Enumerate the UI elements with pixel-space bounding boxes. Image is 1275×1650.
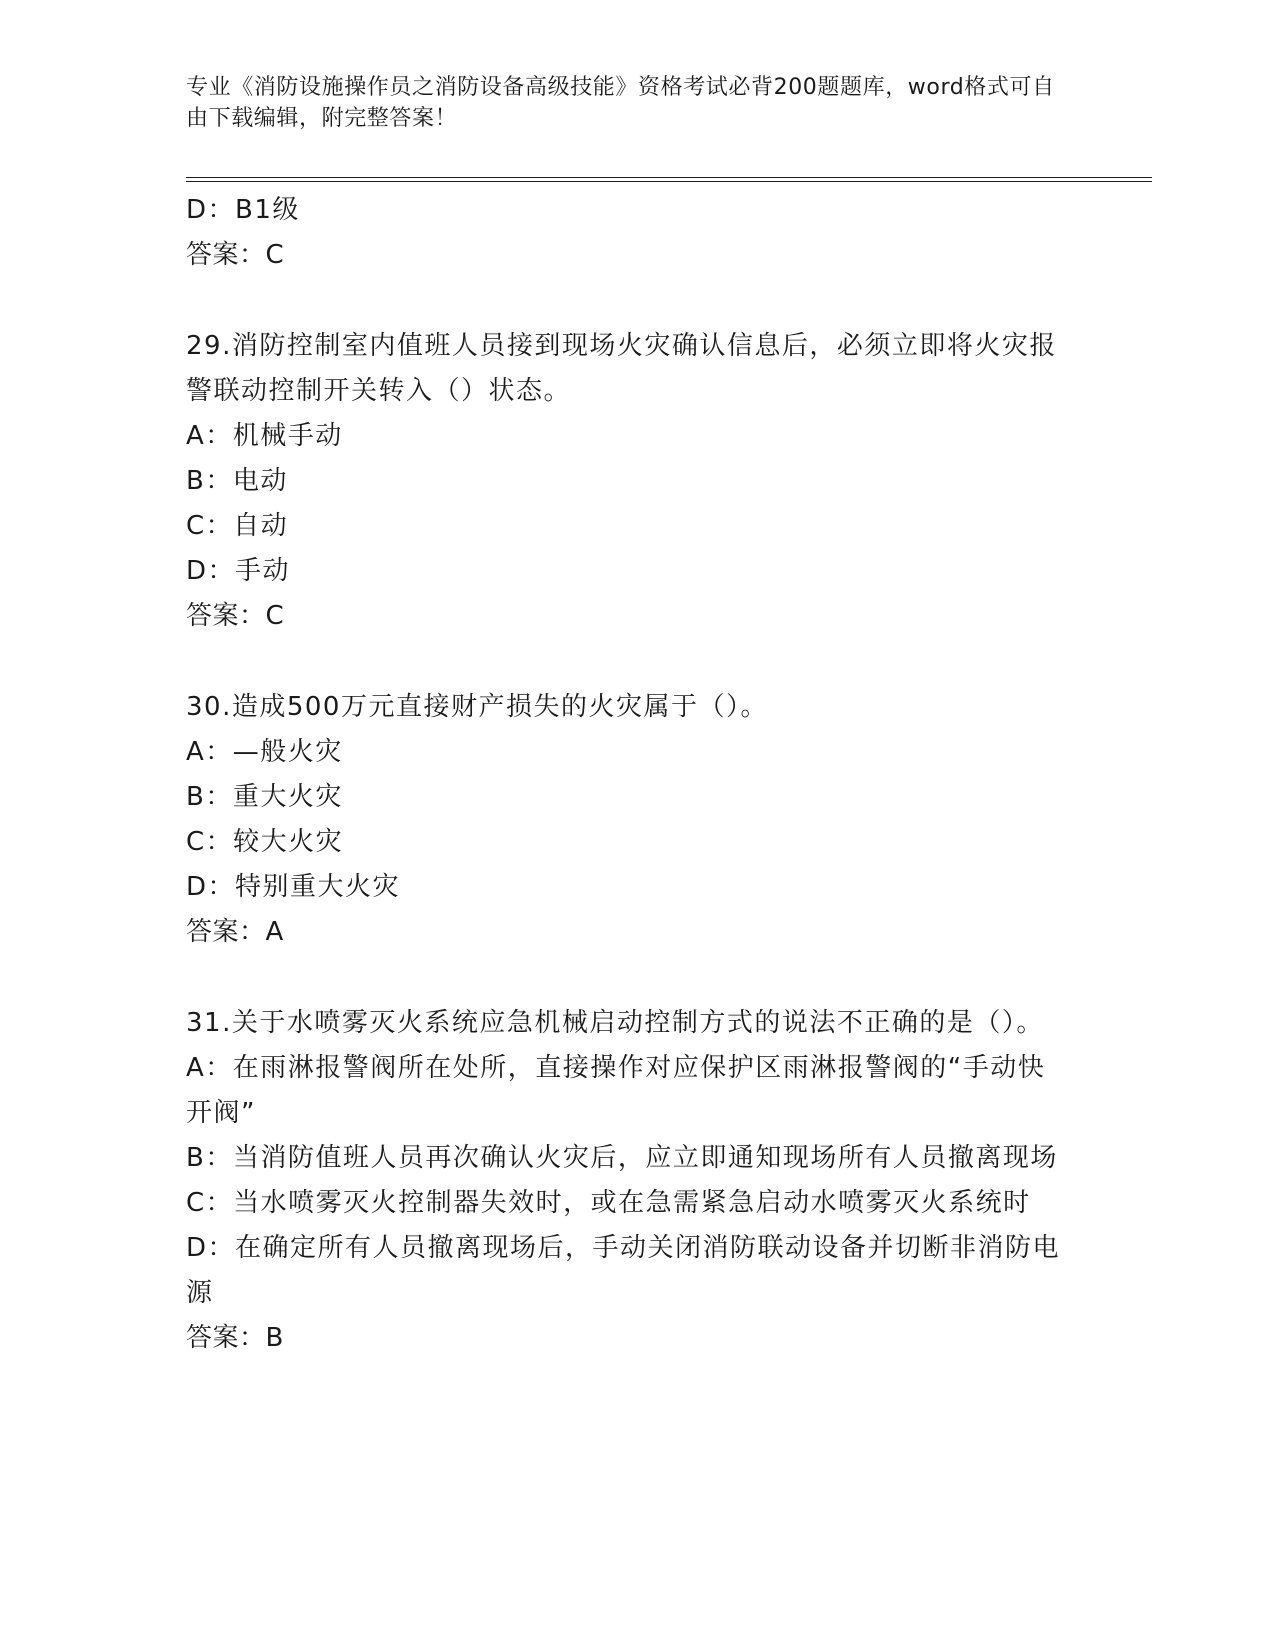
option-c: C：自动: [186, 511, 289, 541]
option-c: C：当水喷雾灭火控制器失效时，或在急需紧急启动水喷雾灭火系统时: [186, 1188, 1031, 1218]
option-d: D：特别重大火灾: [186, 872, 401, 902]
question-29: [186, 324, 1066, 639]
question-30: [186, 685, 1066, 955]
option-d: D：B1级: [186, 195, 300, 225]
answer: 答案：B: [186, 1323, 284, 1353]
option-b: B：当消防值班人员再次确认火灾后，应立即通知现场所有人员撤离现场: [186, 1143, 1058, 1173]
document-header: 专业《消防设施操作员之消防设备高级技能》资格考试必背200题题库，word格式可自由下载编辑，附完整答案！: [186, 75, 1055, 131]
answer: 答案：C: [186, 601, 285, 631]
option-d: D：手动: [186, 556, 291, 586]
question-list: [186, 188, 1066, 1361]
question-stem: 30.造成500万元直接财产损失的火灾属于（）。: [186, 692, 768, 722]
option-d: D：在确定所有人员撤离现场后，手动关闭消防联动设备并切断非消防电源: [186, 1233, 1061, 1308]
question-28-tail: [186, 188, 1066, 278]
option-a: A：在雨淋报警阀所在处所，直接操作对应保护区雨淋报警阀的“手动快开阀”: [186, 1053, 1046, 1128]
option-b: B：电动: [186, 466, 288, 496]
option-a: A：—般火灾: [186, 737, 343, 767]
option-a: A：机械手动: [186, 421, 343, 451]
question-31: [186, 1001, 1066, 1361]
option-b: B：重大火灾: [186, 782, 343, 812]
question-stem: 31.关于水喷雾灭火系统应急机械启动控制方式的说法不正确的是（）。: [186, 1008, 1044, 1038]
answer: 答案：C: [186, 240, 285, 270]
answer: 答案：A: [186, 917, 284, 947]
header-divider-bottom: [186, 181, 1152, 182]
header-divider-top: [186, 177, 1152, 178]
question-stem: 29.消防控制室内值班人员接到现场火灾确认信息后，必须立即将火灾报警联动控制开关转入（）状态。: [186, 331, 1057, 406]
option-c: C：较大火灾: [186, 827, 344, 857]
